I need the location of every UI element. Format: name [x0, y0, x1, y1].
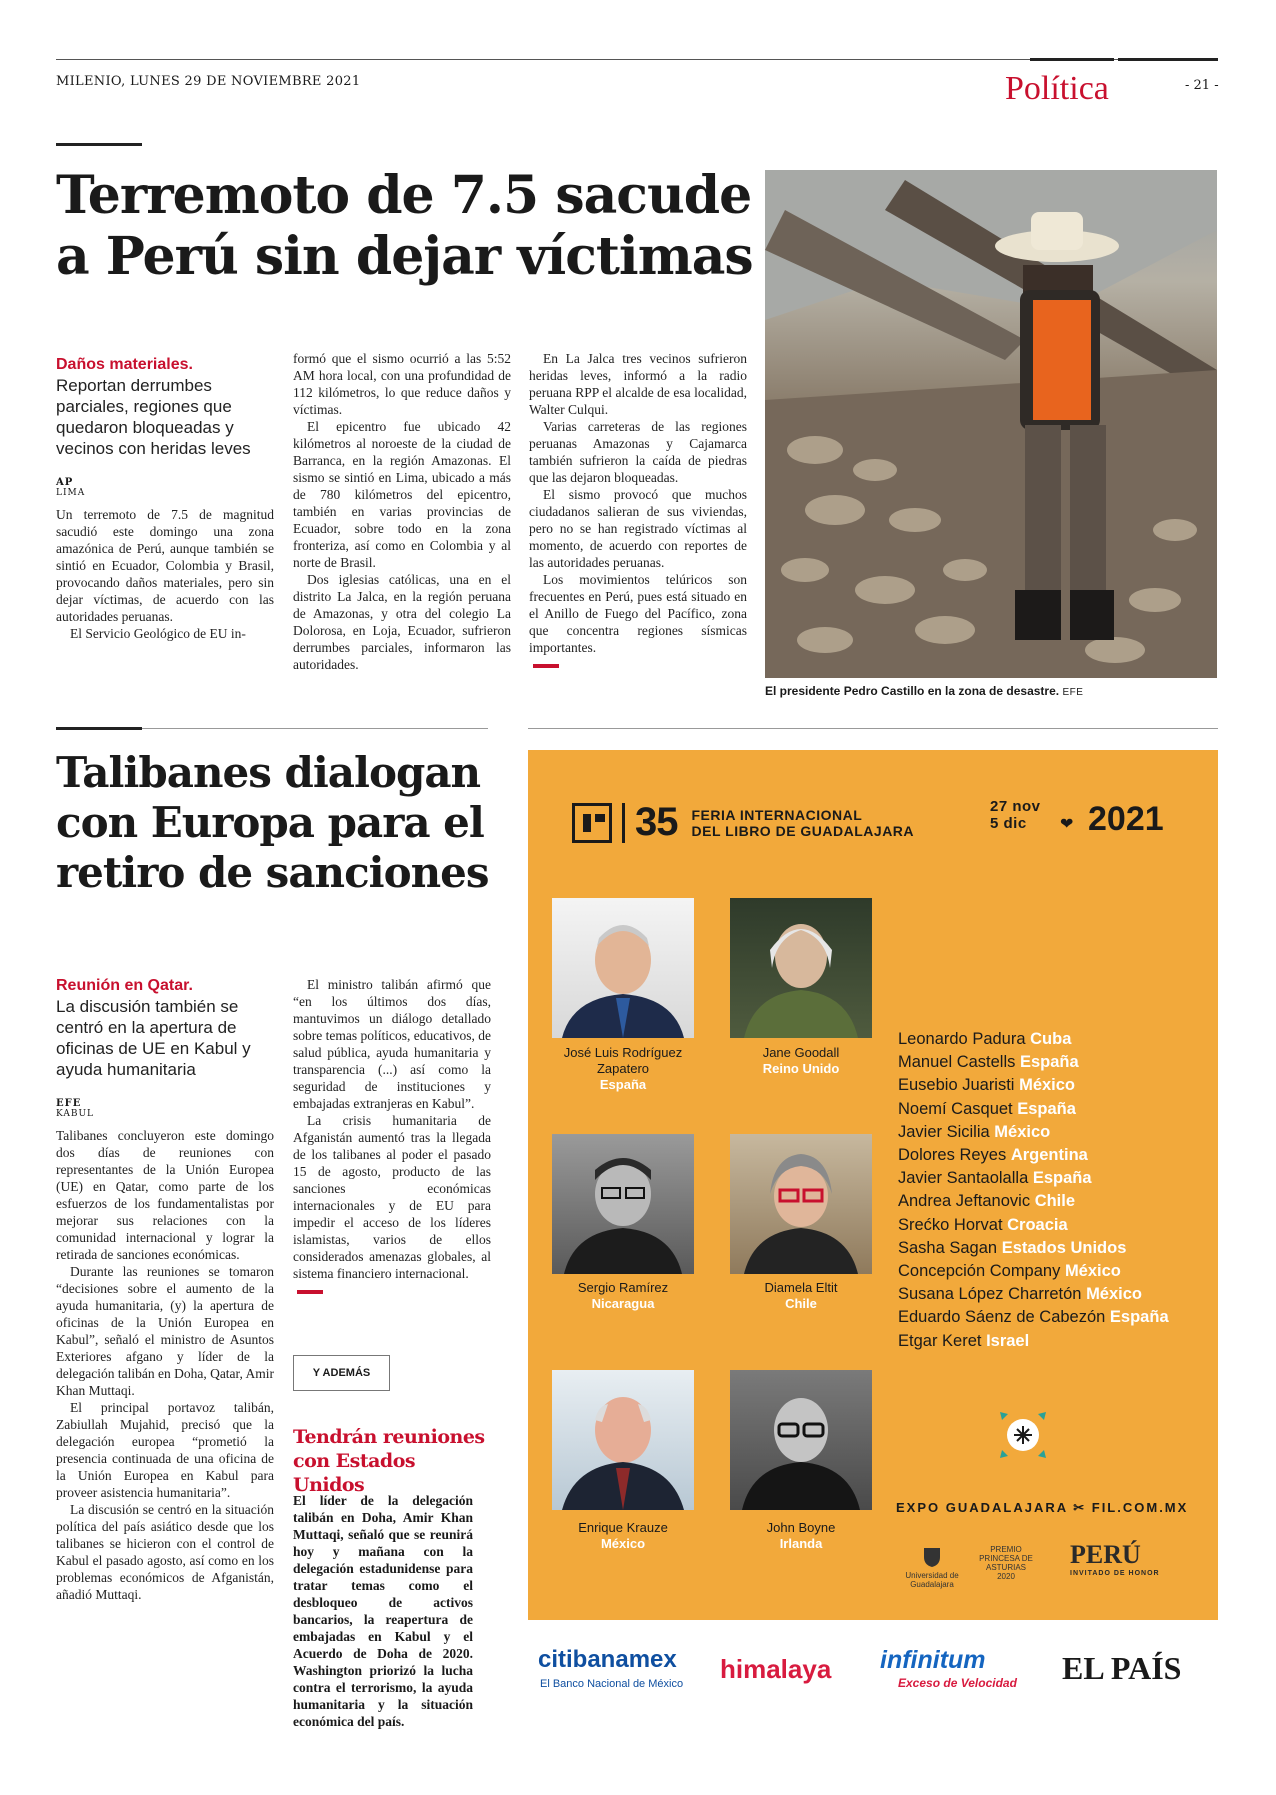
author-country: Cuba: [1030, 1030, 1072, 1048]
author-name: Sasha Sagan: [898, 1238, 998, 1257]
ad-dates: [990, 798, 1041, 832]
infinitum-tagline: Exceso de Velocidad: [898, 1676, 1017, 1690]
guest-country-name: PERÚ: [1070, 1540, 1141, 1569]
paragraph: Varias carreteras de las regiones peruanas Amazonas y Cajamarca también sufrieron la caída de piedras que las dejaron bloqueadas.: [529, 419, 747, 485]
portrait-caption: [543, 1280, 703, 1312]
header-rule-accent: [1118, 58, 1218, 61]
author-country: Chile: [1034, 1192, 1076, 1211]
author-country: Chile: [785, 1296, 817, 1311]
author-country: España: [599, 1077, 647, 1092]
ad-year: 2021: [1088, 800, 1164, 838]
author-name: Sergio Ramírez: [577, 1280, 669, 1295]
author-list-item: [898, 1330, 1169, 1353]
shield-icon: [920, 1545, 944, 1569]
author-name: Srećko Horvat: [898, 1215, 1003, 1234]
author-country: España: [1109, 1308, 1169, 1327]
author-name: Andrea Jeftanovic: [898, 1192, 1031, 1211]
author-list-item: [898, 1167, 1169, 1190]
author-name: Leonardo Padura: [898, 1030, 1026, 1048]
author-name: Eusebio Juaristi: [898, 1076, 1015, 1095]
end-mark: [533, 664, 559, 668]
portrait-caption: [721, 1280, 881, 1312]
author-list-item: [898, 1237, 1169, 1260]
portrait-photo: [552, 898, 694, 1038]
portrait-photo: [552, 1370, 694, 1510]
paragraph: En La Jalca tres vecinos sufrieron heridas leves, informó a la radio peruana RPP el alcalde de esa localidad, Walter Culqui.: [529, 351, 747, 417]
author-country: México: [994, 1122, 1051, 1141]
fil-logo-icon: [572, 803, 612, 843]
author-list-item: [898, 1051, 1169, 1074]
author-name: Noemí Casquet: [898, 1099, 1013, 1118]
author-list: [898, 1028, 1169, 1353]
heart-icon: ❤: [1060, 816, 1074, 833]
header-rule-accent: [1030, 58, 1114, 61]
udg-label: Universidad de Guadalajara: [905, 1571, 959, 1589]
author-name: Susana López Charretón: [898, 1285, 1082, 1304]
himalaya-logo: himalaya: [720, 1654, 832, 1684]
author-list-item: [898, 1121, 1169, 1144]
author-country: Irlanda: [779, 1536, 823, 1551]
author-list-item: [898, 1098, 1169, 1121]
author-list-item: [898, 1074, 1169, 1097]
portrait-caption: [543, 1045, 703, 1093]
paragraph: La discusión se centró en la situación política del país asiático desde que los talibanes se hicieron con el control de Kabul el pasado agosto, así como en los problemas económicos de Afganistán, añadió Muttaqi.: [56, 1502, 274, 1602]
author-list-item: [898, 1260, 1169, 1283]
ad-date-start: 27 nov: [990, 798, 1041, 815]
author-country: Israel: [986, 1331, 1030, 1350]
caption-credit: EFE: [1062, 687, 1084, 698]
udg-logo: [902, 1545, 962, 1589]
author-country: Nicaragua: [591, 1296, 655, 1311]
sidebar-body: El líder de la delegación talibán en Doha, Amir Khan Muttaqi, señaló que se reunirá hoy y mañana con la delegación estadunidense para tratar temas como el desbloqueo de activos bancarios, la reapertura de embajadas en Kabul y el Acuerdo de Doha de 2020. Washington priorizó la lucha contra el terrorismo, la ayuda humanitaria y la situación económica del país.: [293, 1493, 473, 1729]
paragraph: El Servicio Geológico de EU in-: [70, 626, 246, 641]
fair-name-line: FERIA INTERNACIONAL: [691, 806, 863, 823]
article2-headline: Talibanes dialogan con Europa para el retiro de sanciones: [56, 748, 489, 897]
paragraph: El ministro talibán afirmó que “en los últimos dos días, mantuvimos un diálogo detallado sobre temas políticos, educativos, de salud pública, ayuda humanitaria y transparencia (...) así como la seguridad de instituciones y embajadas extranjeras en Kabul”.: [293, 977, 491, 1111]
article1-column-3: [529, 350, 747, 673]
infinitum-logo: infinitum: [880, 1646, 986, 1674]
end-mark: [297, 1290, 323, 1294]
paragraph: El sismo provocó que muchos ciudadanos salieran de sus viviendas, pero no se han registrado víctimas al momento, de acuerdo con reportes de las autoridades peruanas.: [529, 487, 747, 570]
kicker-subtitle: La discusión también se centró en la apertura de oficinas de UE en Kabul y ayuda humanitaria: [56, 997, 251, 1079]
author-name: Jane Goodall: [762, 1045, 840, 1060]
paragraph: Dos iglesias católicas, una en el distrito La Jalca, en la región peruana de Amazonas, y otra del colegio La Dolorosa, en Loja, Ecuador, sufrieron derrumbes parciales, informaron las autoridades.: [293, 572, 511, 672]
byline-agency: EFE: [56, 1098, 82, 1109]
author-country: Argentina: [1010, 1146, 1088, 1165]
author-list-item: [898, 1283, 1169, 1306]
kicker-title: Reunión en Qatar.: [56, 977, 193, 994]
sponsor-strip: [528, 1640, 1218, 1700]
article2-kicker: [56, 976, 276, 1603]
citibanamex-tagline: El Banco Nacional de México: [540, 1678, 684, 1690]
author-name: Javier Sicilia: [898, 1122, 990, 1141]
section-divider: [528, 728, 1218, 729]
article-rule: [56, 143, 142, 146]
citibanamex-logo: citibanamex: [538, 1646, 677, 1673]
author-country: México: [1086, 1285, 1142, 1304]
paragraph: Un terremoto de 7.5 de magnitud sacudió este domingo una zona amazónica de Perú, aunque también se sintió en Ecuador, Colombia y Brasil, provocando daños materiales, pero sin dejar víctimas, de acuerdo con las autoridades peruanas.: [56, 507, 274, 624]
author-name: Etgar Keret: [898, 1331, 982, 1350]
issue-date: MILENIO, LUNES 29 DE NOVIEMBRE 2021: [56, 74, 361, 89]
paragraph: Durante las reuniones se tomaron “decisiones sobre el aumento de la ayuda humanitaria, (y) la apertura de oficinas de la Unión Europea en Kabul”, señaló el ministro de Asuntos Exteriores afgano y líder de la delegación talibán en Doha, Qatar, Amir Khan Muttaqi.: [56, 1264, 275, 1398]
author-list-item: [898, 1214, 1169, 1237]
byline-agency: AP: [56, 477, 74, 488]
premio-label: PREMIO PRINCESA DE ASTURIAS 2020: [979, 1545, 1033, 1581]
earthquake-photo: [765, 170, 1217, 678]
portrait-photo: [730, 1134, 872, 1274]
author-name: John Boyne: [766, 1520, 836, 1535]
guest-country-label: INVITADO DE HONOR: [1070, 1570, 1160, 1577]
portrait-photo: [552, 1134, 694, 1274]
article2-column-1: [56, 1127, 274, 1603]
ad-website[interactable]: EXPO GUADALAJARA ✂ FIL.COM.MX: [896, 1500, 1189, 1515]
portrait-photo: [730, 1370, 872, 1510]
article1-kicker: [56, 355, 276, 642]
kicker-subtitle: Reportan derrumbes parciales, regiones que quedaron bloqueadas y vecinos con heridas leves: [56, 376, 251, 458]
article1-headline: Terremoto de 7.5 sacude a Perú sin dejar víctimas: [56, 165, 753, 287]
caption-text: El presidente Pedro Castillo en la zona de desastre.: [765, 684, 1060, 698]
fair-name-line: DEL LIBRO DE GUADALAJARA: [691, 822, 915, 839]
photo-caption: [765, 684, 1083, 698]
author-name: Concepción Company: [898, 1262, 1061, 1281]
author-country: Reino Unido: [762, 1061, 840, 1076]
ad-header: [572, 800, 914, 845]
kicker-title: Daños materiales.: [56, 356, 193, 373]
byline-city: LIMA: [56, 488, 86, 498]
paragraph: Los movimientos telúricos son frecuentes en Perú, pues está situado en el Anillo de Fuego del Pacífico, zona que concentra regiones sísmicas importantes.: [529, 572, 747, 655]
article2-column-2: [293, 976, 491, 1299]
author-list-item: [898, 1190, 1169, 1213]
author-name: José Luis Rodríguez Zapatero: [563, 1045, 683, 1076]
peru-emblem-icon: [998, 1410, 1048, 1460]
author-list-item: [898, 1144, 1169, 1167]
el-pais-logo: EL PAÍS: [1062, 1650, 1182, 1686]
author-country: Estados Unidos: [1001, 1238, 1127, 1257]
ad-date-end: 5 dic: [990, 815, 1027, 832]
author-country: Croacia: [1007, 1215, 1068, 1234]
portrait-caption: [543, 1520, 703, 1552]
earthquake-photo-illustration: [765, 170, 1217, 678]
y-ademas-label: Y ADEMÁS: [293, 1355, 390, 1391]
author-list-item: [898, 1028, 1169, 1051]
portrait-caption: [721, 1520, 881, 1552]
paragraph: formó que el sismo ocurrió a las 5:52 AM hora local, con una profundidad de 112 kilómetros, lo que reduce daños y víctimas.: [293, 351, 511, 417]
author-country: México: [1064, 1262, 1121, 1281]
ad-edition-number: 35: [635, 800, 678, 844]
article-rule: [56, 727, 142, 730]
author-name: Manuel Castells: [898, 1053, 1016, 1072]
author-name: Enrique Krauze: [578, 1520, 668, 1535]
sidebar-headline: Tendrán reuniones con Estados Unidos: [293, 1426, 485, 1496]
author-name: Eduardo Sáenz de Cabezón: [898, 1308, 1106, 1327]
byline-city: KABUL: [56, 1109, 95, 1119]
portrait-photo: [730, 898, 872, 1038]
author-country: España: [1019, 1053, 1079, 1072]
paragraph: El epicentro fue ubicado 42 kilómetros al noroeste de la ciudad de Barranca, en la región Amazonas. El sismo se sintió en Lima, ubicado a más de 780 kilómetros del epicentro, también en varias provincias de Ecuador, sobre todo en la zona fronteriza, así como en Colombia y al norte de Brasil.: [293, 419, 511, 570]
author-country: México: [1019, 1076, 1076, 1095]
author-country: España: [1032, 1169, 1092, 1188]
paragraph: Talibanes concluyeron este domingo dos días de reuniones con representantes de la Unión Europea (UE) en Qatar, como parte de los esfuerzos de los fundamentalistas por mejorar sus relaciones con la comunidad internacional y lograr la retirada de sanciones económicas.: [56, 1128, 274, 1262]
portrait-caption: [721, 1045, 881, 1077]
fil-advertisement[interactable]: [528, 750, 1218, 1620]
author-country: México: [600, 1536, 646, 1551]
article1-column-1: [56, 506, 274, 642]
guest-country: [1070, 1540, 1160, 1577]
author-list-item: [898, 1306, 1169, 1329]
ad-divider: [622, 803, 625, 843]
author-country: España: [1017, 1099, 1076, 1118]
article1-column-2: [293, 350, 511, 673]
paragraph: El principal portavoz talibán, Zabiullah Mujahid, precisó que la delegación europea “prometió la presencia continuada de una oficina de la Unión Europea en Kabul para proveer asistencia humanitaria”.: [56, 1400, 274, 1500]
paragraph: La crisis humanitaria de Afganistán aumentó tras la llegada de los talibanes al poder el pasado 15 de agosto, producto de las sanciones económicas internacionales y de EU para impedir el acceso de los líderes islamistas, varios de ellos considerados amenazas globales, al sistema financiero internacional.: [293, 1113, 491, 1281]
section-title: Política: [1005, 70, 1109, 107]
author-name: Dolores Reyes: [898, 1146, 1007, 1165]
author-name: Diamela Eltit: [764, 1280, 838, 1295]
author-name: Javier Santaolalla: [898, 1169, 1029, 1188]
ad-fair-name: [692, 807, 915, 839]
page-number: - 21 -: [1185, 78, 1219, 93]
